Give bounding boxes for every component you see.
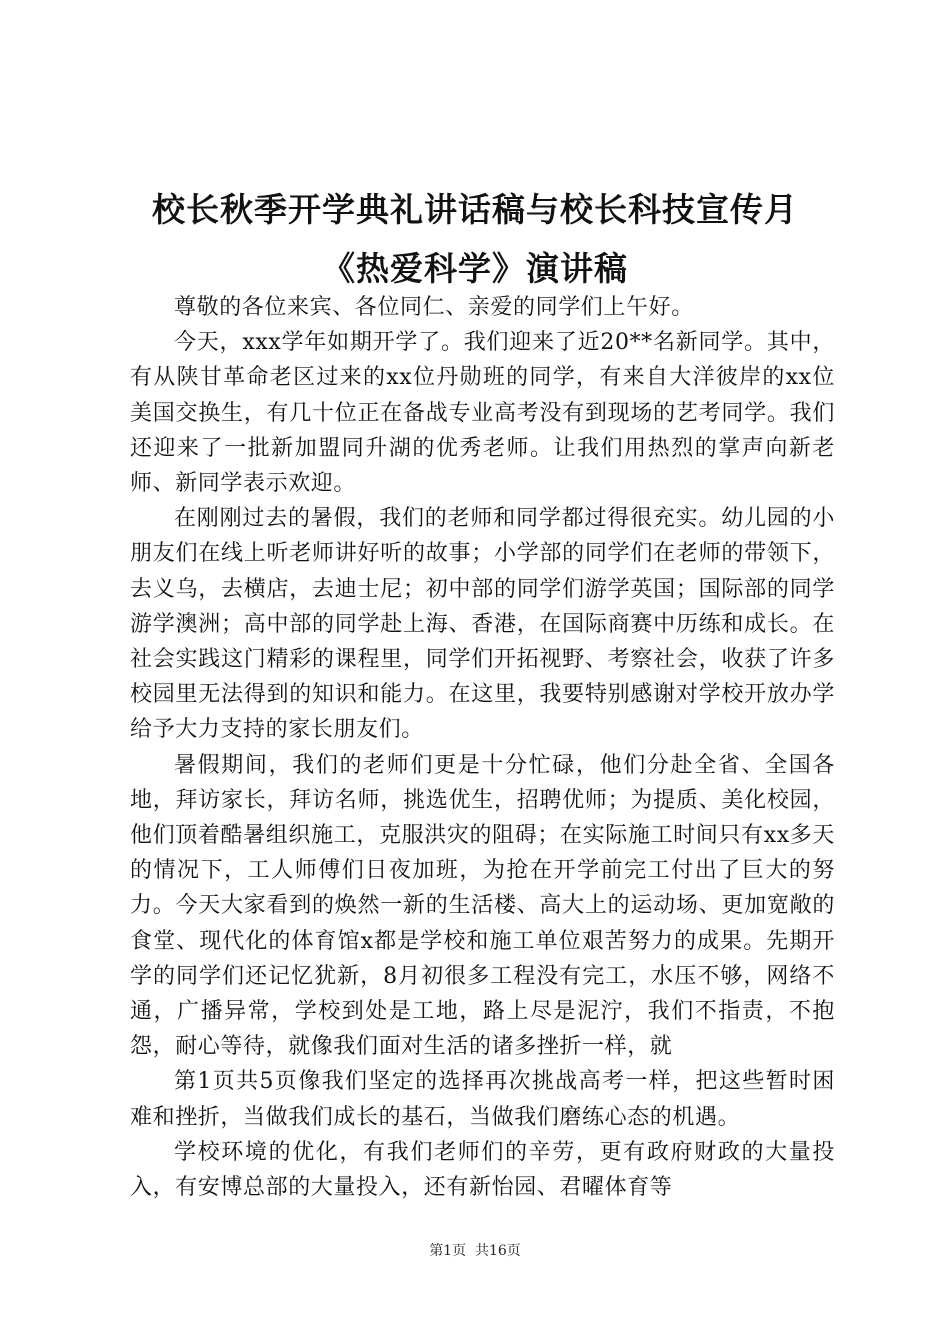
paragraph-teachers-work: 暑假期间，我们的老师们更是十分忙碌，他们分赴全省、全国各地，拜访家长，拜访名师，挑选优生，招聘优师；为提质、美化校园，他们顶着酷暑组织施工，克服洪灾的阻碍；在实际施工时间只有xx多天的情况下，工人师傅们日夜加班，为抢在开学前完工付出了巨大的努力。今天大家看到的焕然一新的生活楼、高大上的运动场、更加宽敞的食堂、现代化的体育馆x都是学校和施工单位艰苦努力的成果。先期开学的同学们还记忆犹新，8月初很多工程没有完工，水压不够，网络不通，广播异常，学校到处是工地，路上尽是泥泞，我们不指责，不抱怨，耐心等待，就像我们面对生活的诸多挫折一样，就 bbox=[130, 752, 835, 1060]
paragraph-greeting: 尊敬的各位来宾、各位同仁、亲爱的同学们上午好。 bbox=[174, 295, 694, 320]
page-number-footer: 第1页 共16页 bbox=[429, 1243, 521, 1259]
paragraph-challenges: 第1页共5页像我们坚定的选择再次挑战高考一样，把这些暂时困难和挫折，当做我们成长的基石，当做我们磨练心态的机遇。 bbox=[130, 1069, 835, 1130]
paragraph-environment: 学校环境的优化，有我们老师们的辛劳，更有政府财政的大量投入，有安博总部的大量投入，还有新怡园、君曜体育等 bbox=[130, 1139, 835, 1201]
paragraph-welcome: 今天，xxx学年如期开学了。我们迎来了近20**名新同学。其中，有从陕甘革命老区过来的xx位丹勋班的同学，有来自大洋彼岸的xx位美国交换生，有几十位正在备战专业高考没有到现场的艺考同学。我们还迎来了一批新加盟同升湖的优秀老师。让我们用热烈的掌声向新老师、新同学表示欢迎。 bbox=[130, 330, 835, 497]
document-title-line-2: 《热爱科学》演讲稿 bbox=[322, 249, 628, 288]
document-title-line-1: 校长秋季开学典礼讲话稿与校长科技宣传月 bbox=[152, 190, 798, 229]
paragraph-summer-break: 在刚刚过去的暑假，我们的老师和同学都过得很充实。幼儿园的小朋友们在线上听老师讲好听的故事；小学部的同学们在老师的带领下，去义乌，去横店，去迪士尼；初中部的同学们游学英国；国际部的同学游学澳洲；高中部的同学赴上海、香港，在国际商赛中历练和成长。在社会实践这门精彩的课程里，同学们开拓视野、考察社会，收获了许多校园里无法得到的知识和能力。在这里，我要特别感谢对学校开放办学给予大力支持的家长朋友们。 bbox=[130, 506, 835, 743]
document-body bbox=[130, 290, 835, 1205]
